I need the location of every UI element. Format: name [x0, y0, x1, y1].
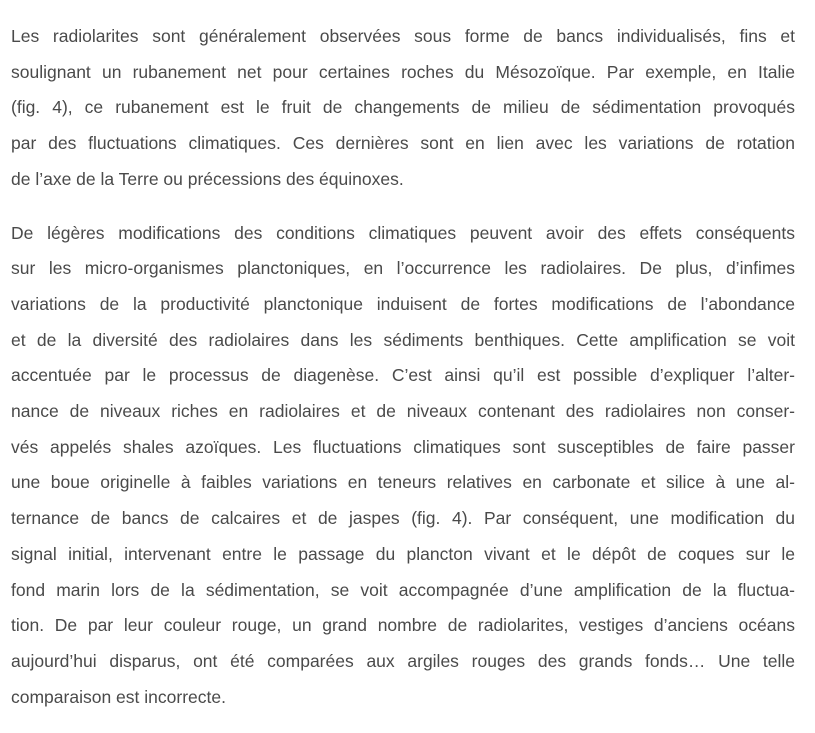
- text-line: accentuée par le processus de diagenèse. C’est ainsi qu’il est possible d’expliquer l’alter-: [11, 365, 795, 386]
- text-line: variations de la productivité planctonique induisent de fortes modifications de l’abondance: [11, 293, 795, 314]
- text-line: vés appelés shales azoïques. Les fluctuations climatiques sont susceptibles de faire passer: [11, 436, 795, 457]
- text-line: et de la diversité des radiolaires dans les sédiments benthiques. Cette amplification se voit: [11, 329, 795, 350]
- text-line: soulignant un rubanement net pour certaines roches du Mésozoïque. Par exemple, en Italie: [11, 61, 795, 82]
- text-line: une boue originelle à faibles variations en teneurs relatives en carbonate et silice à une al-: [11, 472, 795, 493]
- text-line: fond marin lors de la sédimentation, se voit accompagnée d’une amplification de la fluctua-: [11, 579, 795, 600]
- text-line: (fig. 4), ce rubanement est le fruit de changements de milieu de sédimentation provoqués: [11, 97, 795, 118]
- text-line: Les radiolarites sont généralement observées sous forme de bancs individualisés, fins et: [11, 26, 795, 46]
- text-line: aujourd’hui disparus, ont été comparées aux argiles rouges des grands fonds… Une telle: [11, 650, 795, 671]
- text-line: ternance de bancs de calcaires et de jaspes (fig. 4). Par conséquent, une modification du: [11, 508, 795, 529]
- text-line: sur les micro-organismes planctoniques, en l’occurrence les radiolaires. De plus, d’infimes: [11, 258, 795, 279]
- paragraph-1: [11, 19, 795, 198]
- text-line: comparaison est incorrecte.: [11, 686, 226, 707]
- paragraph-2: [11, 216, 795, 716]
- text-line: de l’axe de la Terre ou précessions des équinoxes.: [11, 168, 404, 189]
- text-line: signal initial, intervenant entre le passage du plancton vivant et le dépôt de coques sur le: [11, 543, 795, 564]
- text-line: tion. De par leur couleur rouge, un grand nombre de radiolarites, vestiges d’anciens océans: [11, 615, 795, 636]
- text-line: nance de niveaux riches en radiolaires et de niveaux contenant des radiolaires non conser-: [11, 401, 795, 422]
- text-line: De légères modifications des conditions climatiques peuvent avoir des effets conséquents: [11, 222, 795, 243]
- text-line: par des fluctuations climatiques. Ces dernières sont en lien avec les variations de rotation: [11, 133, 795, 154]
